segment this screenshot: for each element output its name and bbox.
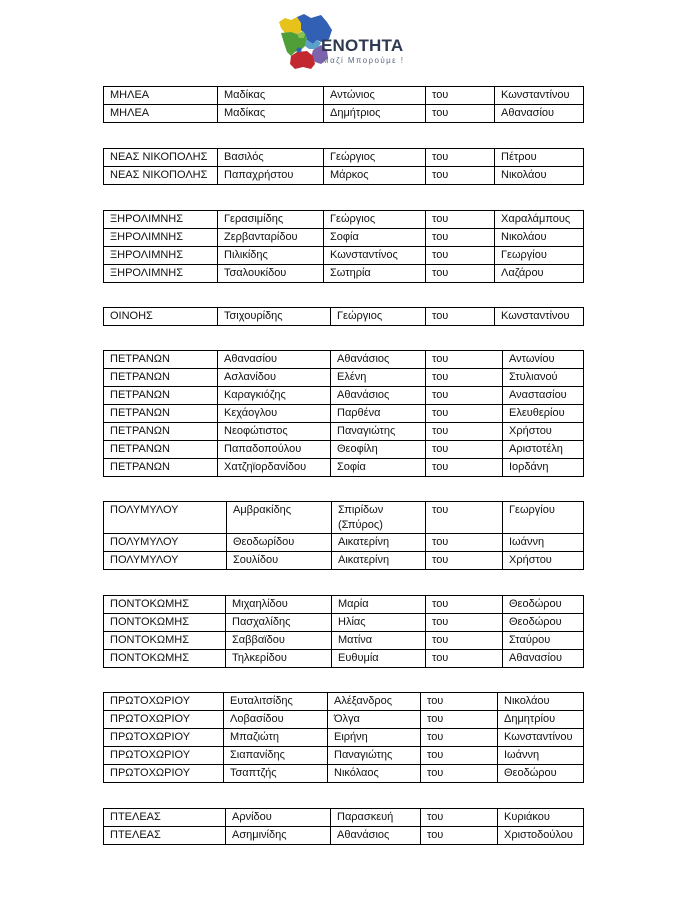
father-name-cell: Δημητρίου xyxy=(498,711,584,729)
of-cell: του xyxy=(426,459,503,477)
first-name-cell: Αθανάσιος xyxy=(331,351,426,369)
table-row xyxy=(104,552,584,570)
father-name-cell: Κωνσταντίνου xyxy=(498,729,584,747)
village-cell: ΠΡΩΤΟΧΩΡΙΟΥ xyxy=(104,693,224,711)
of-cell: του xyxy=(421,827,498,845)
of-cell: του xyxy=(426,650,503,668)
table-row xyxy=(104,459,584,477)
father-name-cell: Κωνσταντίνου xyxy=(495,87,584,105)
table-row xyxy=(104,711,584,729)
first-name-cell: Αικατερίνη xyxy=(332,534,426,552)
surname-cell: Σαββαϊδου xyxy=(226,632,332,650)
table-row xyxy=(104,265,584,283)
surname-cell: Μπαζιώτη xyxy=(224,729,328,747)
first-name-cell: Σωτηρία xyxy=(324,265,426,283)
surname-cell: Καραγκιόζης xyxy=(218,387,331,405)
village-table-polymylou xyxy=(103,501,584,570)
first-name-cell: Θεοφίλη xyxy=(331,441,426,459)
village-cell: ΞΗΡΟΛΙΜΝΗΣ xyxy=(104,211,218,229)
father-name-cell: Νικολάου xyxy=(498,693,584,711)
village-cell: ΠΕΤΡΑΝΩΝ xyxy=(104,441,218,459)
surname-cell: Βασιλός xyxy=(218,149,324,167)
of-cell: του xyxy=(421,711,498,729)
surname-cell: Παπαχρήστου xyxy=(218,167,324,185)
table-row xyxy=(104,423,584,441)
first-name-cell: Κωνσταντίνος xyxy=(324,247,426,265)
logo-slogan: Μαζί Μπορούμε ! xyxy=(322,56,405,65)
surname-cell: Θεοδωρίδου xyxy=(227,534,332,552)
table-row xyxy=(104,387,584,405)
of-cell: του xyxy=(426,387,503,405)
of-cell: του xyxy=(426,229,495,247)
logo-title: ΕΝΟΤΗΤΑ xyxy=(321,36,404,55)
surname-cell: Ζερβανταρίδου xyxy=(218,229,324,247)
table-row xyxy=(104,747,584,765)
father-name-cell: Αθανασίου xyxy=(503,650,584,668)
village-cell: ΠΡΩΤΟΧΩΡΙΟΥ xyxy=(104,729,224,747)
of-cell: του xyxy=(426,552,503,570)
village-cell: ΠΟΝΤΟΚΩΜΗΣ xyxy=(104,614,226,632)
of-cell: του xyxy=(426,308,495,326)
first-name-cell: Αλέξανδρος xyxy=(328,693,421,711)
village-cell: ΠΡΩΤΟΧΩΡΙΟΥ xyxy=(104,711,224,729)
village-cell: ΠΟΛΥΜΥΛΟΥ xyxy=(104,534,227,552)
surname-cell: Μαδίκας xyxy=(218,105,324,123)
village-table-oinois xyxy=(103,307,584,326)
table-row xyxy=(104,614,584,632)
surname-cell: Ευταλιτσίδης xyxy=(224,693,328,711)
first-name-cell: Παρασκευή xyxy=(331,809,421,827)
first-name-cell: Μαρία xyxy=(332,596,426,614)
village-cell: ΞΗΡΟΛΙΜΝΗΣ xyxy=(104,265,218,283)
of-cell: του xyxy=(426,534,503,552)
first-name-cell: Αθανάσιος xyxy=(331,827,421,845)
first-name-cell: Αικατερίνη xyxy=(332,552,426,570)
table-row xyxy=(104,105,584,123)
table-row xyxy=(104,149,584,167)
surname-cell: Λοβασίδου xyxy=(224,711,328,729)
of-cell: του xyxy=(426,502,503,534)
father-name-cell: Θεοδώρου xyxy=(498,765,584,783)
father-name-cell: Αντωνίου xyxy=(503,351,584,369)
first-name-cell: Ματίνα xyxy=(332,632,426,650)
of-cell: του xyxy=(426,441,503,459)
first-name-cell: Παναγιώτης xyxy=(328,747,421,765)
village-cell: ΠΕΤΡΑΝΩΝ xyxy=(104,405,218,423)
table-row xyxy=(104,167,584,185)
village-cell: ΠΕΤΡΑΝΩΝ xyxy=(104,351,218,369)
father-name-cell: Αναστασίου xyxy=(503,387,584,405)
father-name-cell: Στυλιανού xyxy=(503,369,584,387)
first-name-cell: Ηλίας xyxy=(332,614,426,632)
first-name-cell: Αντώνιος xyxy=(324,87,426,105)
village-cell: ΠΕΤΡΑΝΩΝ xyxy=(104,387,218,405)
of-cell: του xyxy=(421,729,498,747)
father-name-cell: Ιωάννη xyxy=(503,534,584,552)
surname-cell: Τηλκερίδου xyxy=(226,650,332,668)
first-name-cell: Γεώργιος xyxy=(324,211,426,229)
village-cell: ΠΤΕΛΕΑΣ xyxy=(104,809,226,827)
father-name-cell: Γεωργίου xyxy=(503,502,584,534)
surname-cell: Ασημινίδης xyxy=(226,827,331,845)
village-cell: ΞΗΡΟΛΙΜΝΗΣ xyxy=(104,247,218,265)
table-row xyxy=(104,441,584,459)
village-cell: ΠΕΤΡΑΝΩΝ xyxy=(104,423,218,441)
village-table-pontokomis xyxy=(103,595,584,668)
of-cell: του xyxy=(426,405,503,423)
surname-cell: Γερασιμίδης xyxy=(218,211,324,229)
father-name-cell: Σταύρου xyxy=(503,632,584,650)
father-name-cell: Κωνσταντίνου xyxy=(495,308,584,326)
surname-cell: Πασχαλίδης xyxy=(226,614,332,632)
table-row xyxy=(104,308,584,326)
of-cell: του xyxy=(421,693,498,711)
father-name-cell: Αριστοτέλη xyxy=(503,441,584,459)
first-name-cell: Ευθυμία xyxy=(332,650,426,668)
table-row xyxy=(104,827,584,845)
table-row xyxy=(104,729,584,747)
surname-cell: Αμβρακίδης xyxy=(227,502,332,534)
table-row xyxy=(104,765,584,783)
father-name-cell: Χρήστου xyxy=(503,423,584,441)
father-name-cell: Θεοδώρου xyxy=(503,596,584,614)
first-name-cell: Μάρκος xyxy=(324,167,426,185)
of-cell: του xyxy=(421,747,498,765)
village-cell: ΠΕΤΡΑΝΩΝ xyxy=(104,369,218,387)
father-name-cell: Χριστοδούλου xyxy=(498,827,584,845)
first-name-cell: Γεώργιος xyxy=(331,308,426,326)
village-table-milea xyxy=(103,86,584,123)
father-name-cell: Λαζάρου xyxy=(495,265,584,283)
father-name-cell: Ιωάννη xyxy=(498,747,584,765)
table-row xyxy=(104,632,584,650)
of-cell: του xyxy=(426,351,503,369)
village-cell: ΠΟΛΥΜΥΛΟΥ xyxy=(104,552,227,570)
first-name-cell: Όλγα xyxy=(328,711,421,729)
of-cell: του xyxy=(426,247,495,265)
village-cell: ΠΟΛΥΜΥΛΟΥ xyxy=(104,502,227,534)
father-name-cell: Γεωργίου xyxy=(495,247,584,265)
father-name-cell: Θεοδώρου xyxy=(503,614,584,632)
of-cell: του xyxy=(426,167,495,185)
surname-cell: Σουλίδου xyxy=(227,552,332,570)
village-table-pteleas xyxy=(103,808,584,845)
first-name-cell: Παναγιώτης xyxy=(331,423,426,441)
father-name-cell: Πέτρου xyxy=(495,149,584,167)
surname-cell: Πιλικίδης xyxy=(218,247,324,265)
surname-cell: Μιχαηλίδου xyxy=(226,596,332,614)
of-cell: του xyxy=(426,423,503,441)
village-cell: ΠΟΝΤΟΚΩΜΗΣ xyxy=(104,596,226,614)
table-row xyxy=(104,809,584,827)
of-cell: του xyxy=(426,105,495,123)
village-cell: ΞΗΡΟΛΙΜΝΗΣ xyxy=(104,229,218,247)
father-name-cell: Νικολάου xyxy=(495,167,584,185)
village-cell: ΜΗΛΕΑ xyxy=(104,105,218,123)
village-cell: ΝΕΑΣ ΝΙΚΟΠΟΛΗΣ xyxy=(104,149,218,167)
village-cell: ΠΡΩΤΟΧΩΡΙΟΥ xyxy=(104,747,224,765)
village-table-xirolimnis xyxy=(103,210,584,283)
village-cell: ΠΤΕΛΕΑΣ xyxy=(104,827,226,845)
of-cell: του xyxy=(426,632,503,650)
table-row xyxy=(104,502,584,534)
first-name-cell: Σοφία xyxy=(331,459,426,477)
table-row xyxy=(104,211,584,229)
of-cell: του xyxy=(426,596,503,614)
village-table-neas-nikopolis xyxy=(103,148,584,185)
father-name-cell: Χαραλάμπους xyxy=(495,211,584,229)
surname-cell: Ασλανίδου xyxy=(218,369,331,387)
first-name-cell: Γεώργιος xyxy=(324,149,426,167)
table-row xyxy=(104,369,584,387)
village-table-petranon xyxy=(103,350,584,477)
surname-cell: Σιαπανίδης xyxy=(224,747,328,765)
first-name-cell: Αθανάσιος xyxy=(331,387,426,405)
table-row xyxy=(104,229,584,247)
table-row xyxy=(104,351,584,369)
table-row xyxy=(104,650,584,668)
surname-cell: Τσιχουρίδης xyxy=(218,308,331,326)
first-name-cell: Νικόλαος xyxy=(328,765,421,783)
village-cell: ΠΟΝΤΟΚΩΜΗΣ xyxy=(104,632,226,650)
of-cell: του xyxy=(426,265,495,283)
first-name-cell: Ειρήνη xyxy=(328,729,421,747)
first-name-cell: Σπιρίδων (Σπύρος) xyxy=(332,502,426,534)
father-name-cell: Ελευθερίου xyxy=(503,405,584,423)
of-cell: του xyxy=(421,765,498,783)
table-row xyxy=(104,247,584,265)
village-cell: ΜΗΛΕΑ xyxy=(104,87,218,105)
father-name-cell: Νικολάου xyxy=(495,229,584,247)
of-cell: του xyxy=(426,369,503,387)
village-cell: ΠΕΤΡΑΝΩΝ xyxy=(104,459,218,477)
father-name-cell: Κυριάκου xyxy=(498,809,584,827)
table-row xyxy=(104,693,584,711)
village-cell: ΟΙΝΟΗΣ xyxy=(104,308,218,326)
surname-cell: Τσαλουκίδου xyxy=(218,265,324,283)
father-name-cell: Ιορδάνη xyxy=(503,459,584,477)
of-cell: του xyxy=(426,211,495,229)
table-row xyxy=(104,405,584,423)
first-name-cell: Δημήτριος xyxy=(324,105,426,123)
of-cell: του xyxy=(421,809,498,827)
of-cell: του xyxy=(426,87,495,105)
surname-cell: Κεχάογλου xyxy=(218,405,331,423)
surname-cell: Τσαπτζής xyxy=(224,765,328,783)
table-row xyxy=(104,87,584,105)
father-name-cell: Χρήστου xyxy=(503,552,584,570)
first-name-cell: Παρθένα xyxy=(331,405,426,423)
village-cell: ΝΕΑΣ ΝΙΚΟΠΟΛΗΣ xyxy=(104,167,218,185)
father-name-cell: Αθανασίου xyxy=(495,105,584,123)
table-row xyxy=(104,596,584,614)
of-cell: του xyxy=(426,149,495,167)
village-table-protochoriou xyxy=(103,692,584,783)
surname-cell: Παπαδοπούλου xyxy=(218,441,331,459)
first-name-cell: Ελένη xyxy=(331,369,426,387)
surname-cell: Μαδίκας xyxy=(218,87,324,105)
surname-cell: Αθανασίου xyxy=(218,351,331,369)
table-row xyxy=(104,534,584,552)
of-cell: του xyxy=(426,614,503,632)
surname-cell: Νεοφώτιστος xyxy=(218,423,331,441)
surname-cell: Αρνίδου xyxy=(226,809,331,827)
first-name-cell: Σοφία xyxy=(324,229,426,247)
village-cell: ΠΡΩΤΟΧΩΡΙΟΥ xyxy=(104,765,224,783)
village-cell: ΠΟΝΤΟΚΩΜΗΣ xyxy=(104,650,226,668)
surname-cell: Χατζηϊορδανίδου xyxy=(218,459,331,477)
